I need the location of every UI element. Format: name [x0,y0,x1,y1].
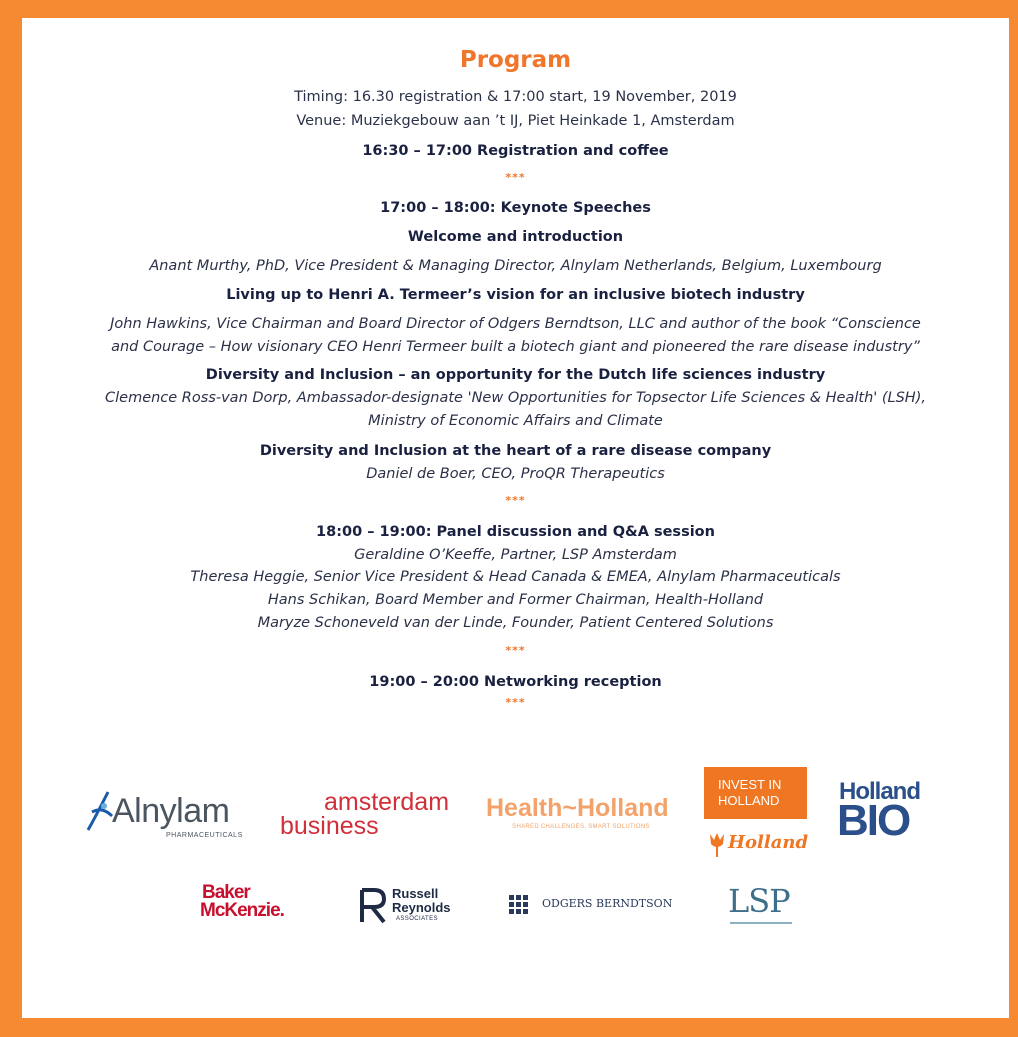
dutch-speaker-line2: Ministry of Economic Affairs and Climate [368,413,663,429]
russell-r-icon [358,888,386,924]
baker-mckenzie-logo [200,882,320,926]
mckenzie-word: McKenzie. [200,900,284,921]
invest-in-line: INVEST IN [718,777,782,792]
separator-4: *** [505,696,526,709]
separator-3: *** [505,644,526,657]
alnylam-name: Alnylam [112,792,230,830]
alnylam-sub: PHARMACEUTICALS [166,832,243,839]
russell-word: Russell [392,886,439,901]
venue-text: Venue: Muziekgebouw aan ’t IJ, Piet Heinkade 1, Amsterdam [296,113,735,129]
termeer-speaker-line1: John Hawkins, Vice Chairman and Board Director of Odgers Berndtson, LLC and author of the book “Conscience [110,316,921,332]
rare-disease-speaker: Daniel de Boer, CEO, ProQR Therapeutics [366,466,665,482]
health-holland-logo [486,794,686,844]
rare-disease-heading: Diversity and Inclusion at the heart of a rare disease company [259,443,772,459]
holland-line: HOLLAND [718,793,780,808]
odgers-name: ODGERS BERNDTSON [542,897,673,910]
odgers-berndtson-logo [508,894,688,918]
dutch-speaker-line1: Clemence Ross-van Dorp, Ambassador-designate 'New Opportunities for Topsector Life Sciences & Health' (LSH), [105,390,926,406]
page-title: Program [459,47,572,73]
hollandbio-bio: BIO [837,796,910,845]
termeer-heading: Living up to Henri A. Termeer’s vision for an inclusive biotech industry [226,287,805,303]
registration-heading: 16:30 – 17:00 Registration and coffee [362,143,669,159]
hollandbio-logo [837,778,937,848]
baker-word: Baker [202,882,250,903]
panelist: Hans Schikan, Board Member and Former Chairman, Health-Holland [267,592,764,608]
russell-reynolds-logo [358,886,468,928]
panel-heading: 18:00 – 19:00: Panel discussion and Q&A session [316,524,715,540]
panelist: Geraldine O’Keeffe, Partner, LSP Amsterdam [354,547,677,563]
timing-text: Timing: 16.30 registration & 17:00 start, 19 November, 2019 [294,89,737,105]
tulip-icon [706,830,728,858]
panelist: Maryze Schoneveld van der Linde, Founder, Patient Centered Solutions [257,615,774,631]
business-word: business [280,812,379,840]
amsterdam-business-logo [280,788,470,844]
welcome-speaker: Anant Murthy, PhD, Vice President & Managing Director, Alnylam Netherlands, Belgium, Luxembourg [149,258,882,274]
health-holland-name: Health~Holland [486,794,669,822]
holland-tulip-logo [706,828,809,860]
lsp-name: LSP [728,882,790,920]
hollandbio-holland: Holland [839,778,920,805]
associates-word: ASSOCIATES [396,916,438,922]
termeer-speaker-line2: and Courage – How visionary CEO Henri Termeer built a biotech giant and pioneered the rare disease industry” [111,339,920,355]
program-page [22,18,1009,1018]
separator-2: *** [505,494,526,507]
health-holland-sub: SHARED CHALLENGES, SMART SOLUTIONS [512,824,650,830]
lsp-underline [730,922,792,924]
amsterdam-word: amsterdam [324,788,450,816]
panelist: Theresa Heggie, Senior Vice President & Head Canada & EMEA, Alnylam Pharmaceuticals [190,569,841,585]
dutch-heading: Diversity and Inclusion – an opportunity for the Dutch life sciences industry [205,367,826,383]
lsp-logo [728,882,818,930]
keynote-heading: 17:00 – 18:00: Keynote Speeches [380,200,651,216]
invest-in-holland-logo [704,767,807,819]
holland-script: Holland [728,832,809,853]
separator-1: *** [505,171,526,184]
networking-heading: 19:00 – 20:00 Networking reception [369,674,662,690]
odgers-grid-icon [508,894,530,916]
reynolds-word: Reynolds [392,900,451,915]
welcome-heading: Welcome and introduction [407,229,624,245]
alnylam-logo [78,786,268,842]
